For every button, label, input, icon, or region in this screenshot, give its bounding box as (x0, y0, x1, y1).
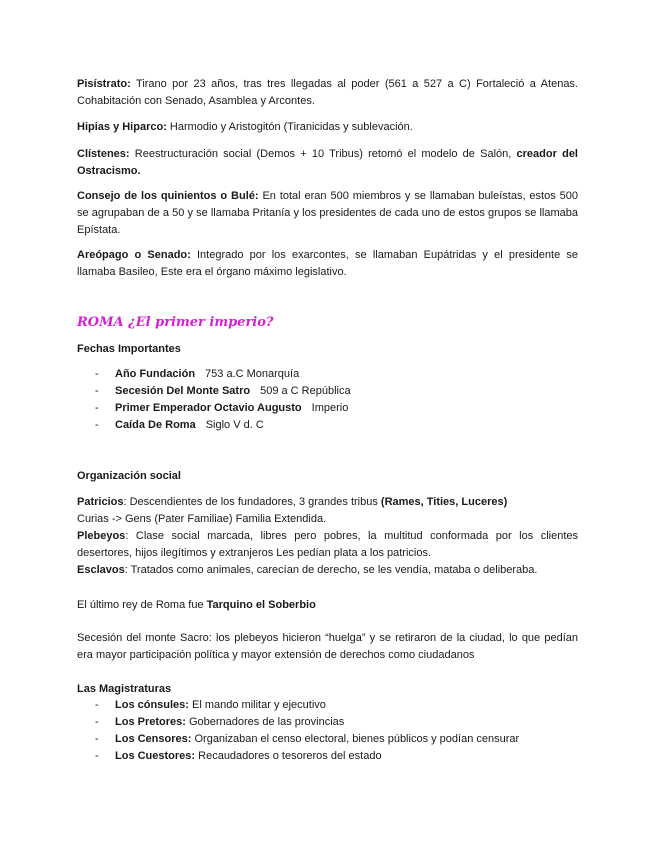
text-hipias: Harmodio y Aristogitón (Tiranicidas y sublevación. (166, 121, 413, 133)
paragraph-curias: Curias -> Gens (Pater Familiae) Familia Extendida. (77, 513, 327, 525)
tribes: (Rames, Tities, Luceres) (380, 496, 508, 508)
term-clistenes: Clístenes: (77, 148, 130, 160)
section-title-roma: ROMA ¿El primer imperio? (77, 315, 274, 330)
paragraph-esclavos: Esclavos: Tratados como animales, carecían de derecho, se les vendía, mataba o deliberaba. (77, 564, 538, 576)
paragraph-plebeyos: Plebeyos: Clase social marcada, libres pero pobres, la multitud conformada por los clientes desertores, hijos ilegítimos y extranjeros Les pedían plata a los patricios. (77, 530, 578, 559)
text-areopago: Integrado por los exarcontes, se llamaban Eupátridas y el presidente se llamaba Basileo, Este era el órgano máximo legislativo. (77, 249, 578, 278)
social-heading: Organización social (77, 470, 181, 482)
magistraturas-heading: Las Magistraturas (77, 683, 172, 695)
paragraph-clistenes (77, 146, 578, 180)
paragraph-pisistrato (77, 76, 578, 110)
list-item: - Secesión Del Monte Satro 509 a C República (95, 385, 351, 397)
term-pisistrato: Pisístrato: (77, 78, 131, 90)
text-pisistrato: Tirano por 23 años, tras tres llegadas al poder (561 a 527 a C) Fortaleció a Atenas. Cohabitación con Senado, Asamblea y Arcontes. (77, 78, 578, 107)
list-item: - Los Cuestores: Recaudadores o tesoreros del estado (95, 750, 382, 762)
paragraph-consejo (77, 188, 578, 239)
term-esclavos: Esclavos (77, 564, 125, 576)
dates-list (77, 366, 578, 434)
paragraph-last-king: El último rey de Roma fue Tarquino el Soberbio (77, 599, 316, 611)
paragraph-hipias (77, 119, 578, 136)
king-name: Tarquino el Soberbio (206, 599, 316, 611)
paragraph-patricios: Patricios: Descendientes de los fundadores, 3 grandes tribus (Rames, Tities, Luceres) (77, 496, 508, 508)
paragraph-secession: Secesión del monte Sacro: los plebeyos hicieron “huelga” y se retiraron de la ciudad, lo que pedían era mayor participación política y mayor extensión de derechos como ciudadanos (77, 632, 578, 661)
term-ostracismo: creador del Ostracismo. (77, 148, 578, 177)
list-item: - Los Censores: Organizaban el censo electoral, bienes públicos y podían censurar (95, 733, 520, 745)
list-item: - Los cónsules: El mando militar y ejecutivo (95, 699, 326, 711)
term-areopago: Areópago o Senado: (77, 249, 191, 261)
term-plebeyos: Plebeyos (77, 530, 126, 542)
text-consejo: En total eran 500 miembros y se llamaban buleístas, estos 500 se agrupaban de a 50 y se llamaba Pritanía y los presidentes de cada uno de estos grupos se llamaba Epístata. (77, 190, 578, 236)
magistraturas-list (77, 697, 578, 765)
paragraph-areopago (77, 247, 578, 281)
term-hipias: Hipias y Hiparco: (77, 121, 167, 133)
dates-heading: Fechas Importantes (77, 343, 181, 355)
list-item: - Caída De Roma Siglo V d. C (95, 419, 264, 431)
list-item: - Año Fundación 753 a.C Monarquía (95, 368, 300, 380)
text-clistenes: Reestructuración social (Demos + 10 Tribus) retomó el modelo de Salón, (129, 148, 517, 160)
term-consejo: Consejo de los quinientos o Bulé: (77, 190, 259, 202)
list-item: - Los Pretores: Gobernadores de las provincias (95, 716, 345, 728)
term-patricios: Patricios (77, 496, 124, 508)
list-item: - Primer Emperador Octavio Augusto Imperio (95, 402, 349, 414)
